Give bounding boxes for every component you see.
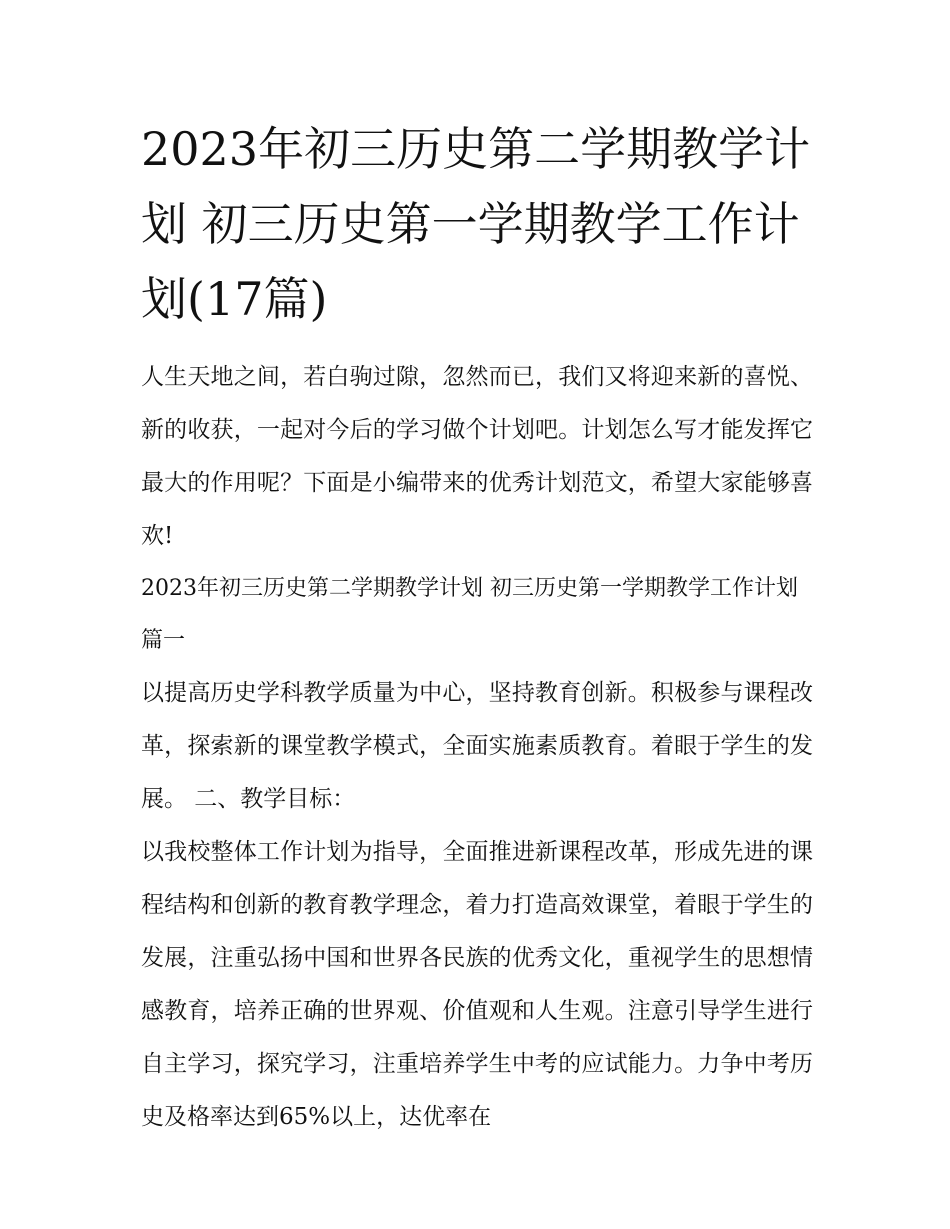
body-paragraph-2: 以我校整体工作计划为指导，全面推进新课程改革，形成先进的课程结构和创新的教育教学理念，着力打造高效课堂，着眼于学生的发展，注重弘扬中国和世界各民族的优秀文化，重视学生的思想情感教育，培养正确的世界观、价值观和人生观。注意引导学生进行自主学习，探究学习，注重培养学生中考的应试能力。力争中考历史及格率达到65%以上，达优率在 — [141, 839, 813, 1130]
document-page — [141, 112, 813, 1144]
intro-paragraph: 人生天地之间，若白驹过隙，忽然而已，我们又将迎来新的喜悦、新的收获，一起对今后的学习做个计划吧。计划怎么写才能发挥它最大的作用呢？下面是小编带来的优秀计划范文，希望大家能够喜欢! — [141, 364, 813, 549]
body-paragraph-1: 以提高历史学科教学质量为中心，坚持教育创新。积极参与课程改革，探索新的课堂教学模式，全面实施素质教育。着眼于学生的发展。 二、教学目标： — [141, 680, 813, 812]
section-heading: 2023年初三历史第二学期教学计划 初三历史第一学期教学工作计划篇一 — [141, 576, 798, 653]
document-title: 2023年初三历史第二学期教学计划 初三历史第一学期教学工作计划(17篇) — [141, 122, 811, 326]
